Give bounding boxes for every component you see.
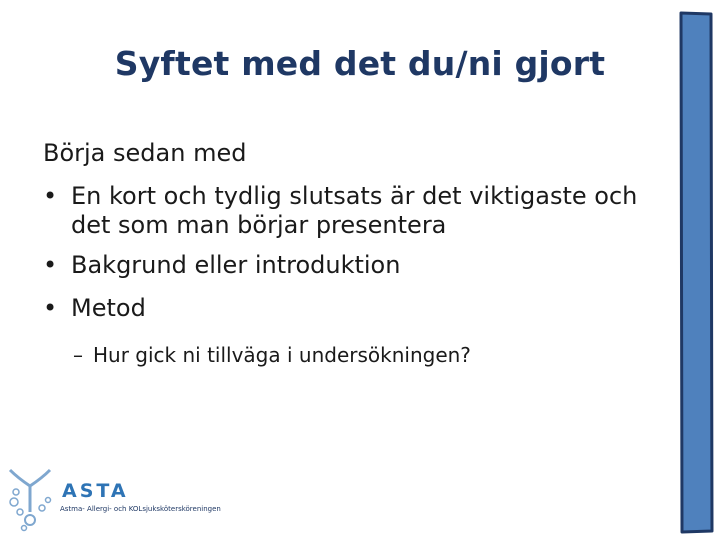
- slide-title: Syftet med det du/ni gjort: [114, 44, 606, 83]
- slide-body: [43, 132, 683, 370]
- logo-name: ASTA: [62, 480, 129, 502]
- bullet-item-background: [43, 244, 683, 287]
- bullet-text-line: det som man börjar presentera: [71, 211, 447, 239]
- bullet-marker: •: [43, 182, 58, 210]
- decorative-side-bar: [678, 10, 714, 535]
- bullet-text-line: Metod: [71, 294, 146, 322]
- sub-bullet-text: Hur gick ni tillväga i undersökningen?: [93, 343, 471, 367]
- sub-bullet-item: [73, 340, 683, 370]
- logo-subtitle: Astma- Allergi- och KOLsjukskötersköreningen: [60, 505, 221, 513]
- bullet-text-line: Bakgrund eller introduktion: [71, 251, 401, 279]
- bullet-text-block: [71, 175, 637, 240]
- asta-figure-icon: [4, 462, 62, 536]
- sub-bullet-marker: –: [73, 343, 83, 367]
- bullet-text-line: En kort och tydlig slutsats är det viktigaste och: [71, 182, 638, 210]
- bullet-item-method: [43, 287, 683, 330]
- asta-logo: [4, 462, 221, 536]
- intro-text: Börja sedan med: [43, 139, 247, 167]
- bullet-marker: •: [43, 294, 58, 322]
- bullet-marker: •: [43, 251, 58, 279]
- bullet-item-conclusion: [43, 175, 683, 240]
